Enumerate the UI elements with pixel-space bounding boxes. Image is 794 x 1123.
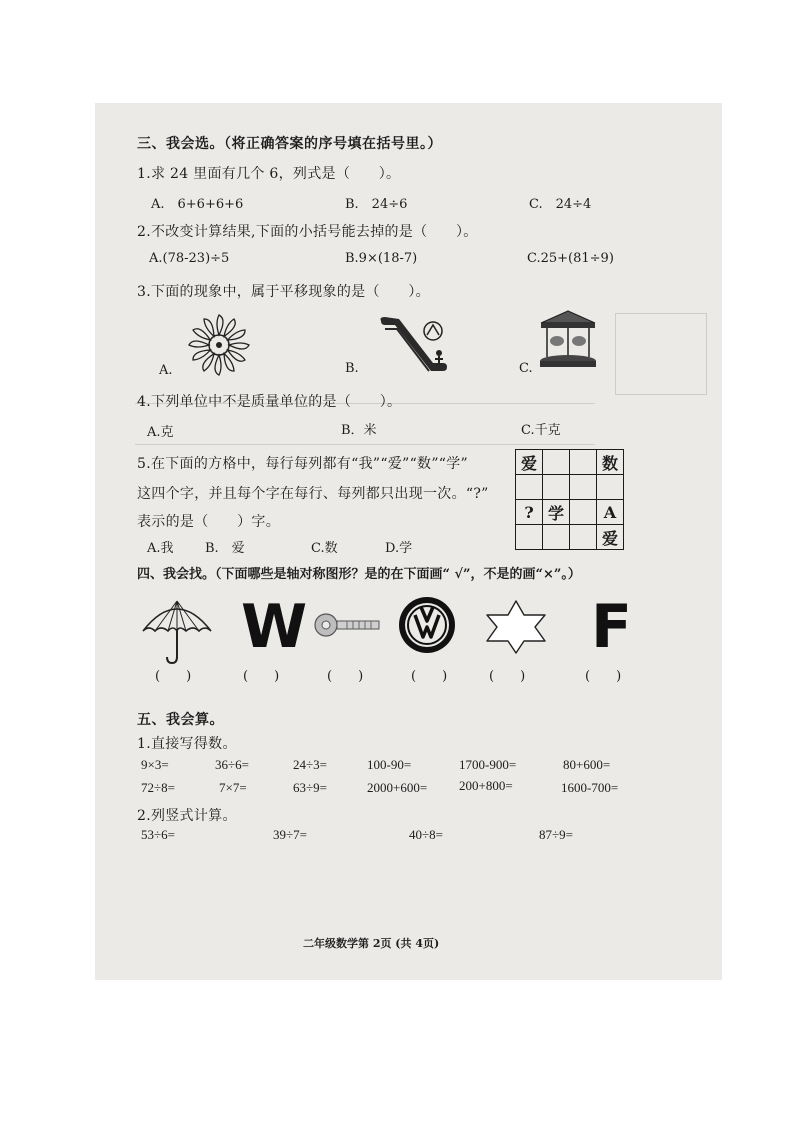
- escalator-icon: [377, 315, 451, 373]
- grid-cell: 数: [597, 450, 624, 475]
- q2-option-a: A.(78-23)÷5: [149, 251, 230, 266]
- q5-option-a: A.我: [147, 541, 174, 556]
- mental-math-item: 100-90=: [367, 757, 412, 772]
- grid-cell: [543, 450, 570, 475]
- question-1: 1.求 24 里面有几个 6，列式是（ ）。: [137, 166, 401, 182]
- section-5-title: 五、我会算。: [137, 712, 224, 728]
- section-4-title: 四、我会找。（下面哪些是轴对称图形？是的在下面画“ √”，不是的画“×”。）: [137, 567, 581, 582]
- grid-cell: A: [597, 500, 624, 525]
- grid-cell: 爱: [597, 525, 624, 550]
- mental-math-item: 36÷6=: [215, 757, 249, 772]
- carousel-icon: [535, 307, 601, 373]
- q2-option-c: C.25+(81÷9): [527, 251, 614, 266]
- grid-cell: [543, 525, 570, 550]
- grid-cell: [570, 500, 597, 525]
- letter-f: F: [591, 592, 632, 662]
- key-icon: [313, 609, 383, 641]
- exam-paper: [95, 103, 722, 980]
- answer-blank: ( ): [243, 669, 280, 684]
- volkswagen-logo-icon: [397, 595, 457, 655]
- question-5-line-3: 表示的是（ ）字。: [137, 514, 280, 530]
- q2-option-b: B.9×(18-7): [345, 251, 418, 266]
- grid-cell: [543, 475, 570, 500]
- answer-blank: ( ): [489, 669, 526, 684]
- q1-option-c: C. 24÷4: [529, 197, 592, 212]
- section-3-title: 三、我会选。（将正确答案的序号填在括号里。）: [137, 136, 442, 152]
- q4-option-c: C.千克: [521, 423, 561, 438]
- mental-math-item: 72÷8=: [141, 780, 175, 795]
- section-5-sub-1: 1.直接写得数。: [137, 736, 237, 752]
- letter-w: W: [241, 592, 308, 662]
- question-5-line-1: 5.在下面的方格中，每行每列都有“我”“爱”“数”“学”: [137, 456, 469, 472]
- grid-cell: [516, 525, 543, 550]
- star-of-david-icon: [483, 599, 549, 655]
- grid-cell: [516, 475, 543, 500]
- question-2: 2.不改变计算结果,下面的小括号能去掉的是（ ）。: [137, 224, 478, 240]
- q4-option-a: A.克: [147, 425, 174, 440]
- grid-cell: 爱: [516, 450, 543, 475]
- pinwheel-icon: [187, 313, 251, 377]
- section-5-sub-2: 2.列竖式计算。: [137, 808, 237, 824]
- vertical-calc-item: 87÷9=: [539, 827, 573, 842]
- page-footer: 二年级数学第 2页 (共 4页): [303, 937, 440, 950]
- vertical-calc-item: 40÷8=: [409, 827, 443, 842]
- bleed-through: [615, 313, 707, 395]
- grid-cell: 学: [543, 500, 570, 525]
- grid-cell: [570, 525, 597, 550]
- q3-option-a: A.: [159, 363, 173, 378]
- umbrella-icon: [139, 595, 215, 669]
- answer-blank: ( ): [411, 669, 448, 684]
- grid-cell: [570, 475, 597, 500]
- q5-option-b: B. 爱: [205, 541, 245, 556]
- q3-option-c: C.: [519, 361, 533, 376]
- answer-blank: ( ): [327, 669, 364, 684]
- mental-math-item: 9×3=: [141, 757, 169, 772]
- q4-option-b: B．米: [341, 423, 377, 438]
- q1-option-b: B. 24÷6: [345, 197, 408, 212]
- mental-math-item: 2000+600=: [367, 780, 428, 795]
- question-3: 3.下面的现象中，属于平移现象的是（ ）。: [137, 284, 430, 300]
- mental-math-item: 24÷3=: [293, 757, 327, 772]
- mental-math-item: 80+600=: [563, 757, 611, 772]
- vertical-calc-item: 39÷7=: [273, 827, 307, 842]
- mental-math-item: 200+800=: [459, 778, 513, 793]
- mental-math-item: 1700-900=: [459, 757, 517, 772]
- q5-option-d: D.学: [385, 541, 413, 556]
- answer-blank: ( ): [585, 669, 622, 684]
- word-grid: [515, 449, 624, 550]
- grid-cell: [570, 450, 597, 475]
- q3-option-b: B.: [345, 361, 359, 376]
- grid-cell: ?: [516, 500, 543, 525]
- q5-option-c: C.数: [311, 541, 338, 556]
- grid-cell: [597, 475, 624, 500]
- question-4: 4.下列单位中不是质量单位的是（ ）。: [137, 394, 402, 410]
- q1-option-a: A. 6+6+6+6: [151, 197, 244, 212]
- vertical-calc-item: 53÷6=: [141, 827, 175, 842]
- question-5-line-2: 这四个字，并且每个字在每行、每列都只出现一次。“?”: [137, 486, 489, 502]
- mental-math-item: 1600-700=: [561, 780, 619, 795]
- mental-math-item: 63÷9=: [293, 780, 327, 795]
- mental-math-item: 7×7=: [219, 780, 247, 795]
- answer-blank: ( ): [155, 669, 192, 684]
